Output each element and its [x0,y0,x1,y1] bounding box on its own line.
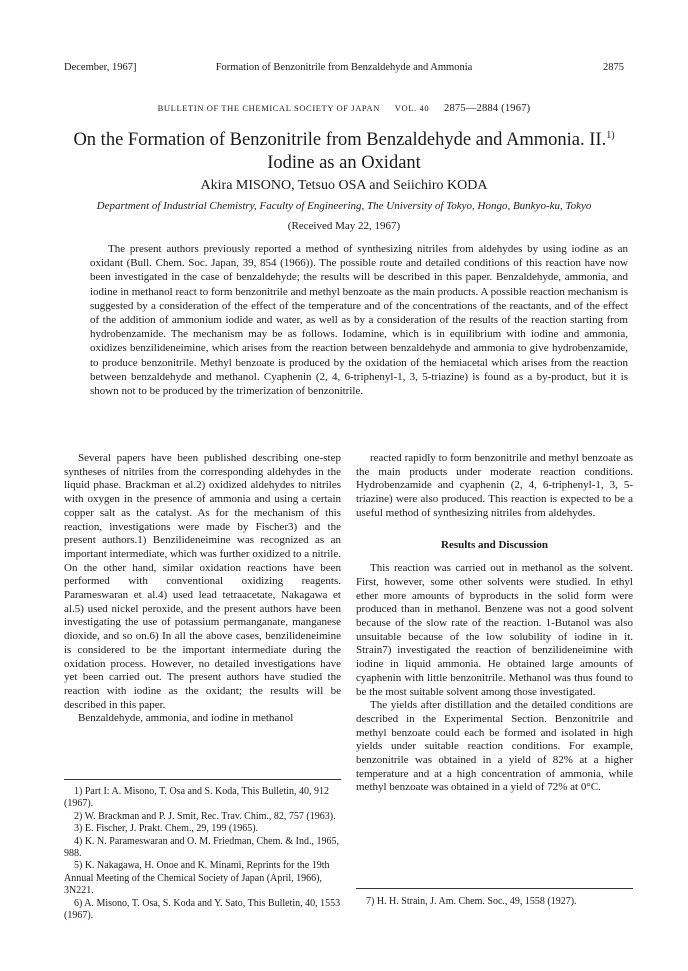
section-heading: Results and Discussion [441,538,548,551]
journal-name: BULLETIN OF THE CHEMICAL SOCIETY OF JAPAN [157,103,380,113]
footnotes-left [64,779,341,922]
footnote: 4) K. N. Parameswaran and O. M. Friedman, Chem. & Ind., 1965, 988. [64,835,339,860]
footnote: 1) Part I: A. Misono, T. Osa and S. Koda, This Bulletin, 40, 912 (1967). [64,786,329,810]
journal-pages: 2875—2884 (1967) [444,103,531,114]
footnote: 6) A. Misono, T. Osa, S. Koda and Y. Sato, This Bulletin, 40, 1553 (1967). [64,897,341,922]
footnote: 2) W. Brackman and P. J. Smit, Rec. Trav. Chim., 82, 757 (1963). [74,810,336,822]
abstract-text: The present authors previously reported a method of synthesizing nitriles from aldehydes by using iodine as an oxidant (Bull. Chem. Soc. Japan, 39, 854 (1966)). The possible route and detailed conditions of this reaction have now been investigated in the case of benzaldehyde; the results will be described in this paper. Benzaldehyde, ammonia, and iodine in methanol react to form benzonitrile and methyl benzoate as the main products. A possible reaction mechanism is suggested by a consideration of the effect of the temperature and of the concentrations of the reactants, and of the effect of the addition of ammonium iodide and water, as well as by a consideration of the results of the reaction starting from hydrobenzamide. The mechanism may be as follows. Iodamine, which is in equilibrium with iodine and ammonia, oxidizes benzilideneimine, which arises from the reaction between benzaldehyde and ammonia to give hydrobenzamide, to produce benzonitrile. Methyl benzoate is produced by the oxidation of the hemiacetal which arises from the reaction between benzaldehyde and methanol. Cyaphenin (2, 4, 6-triphenyl-1, 3, 5-triazine) is found as a by-product, but it is shown not to be produced by the trimerization of benzonitrile. [90,243,628,398]
running-head-title: Formation of Benzonitrile from Benzaldehyde and Ammonia [215,62,473,73]
left-column [64,452,341,726]
running-head [64,62,624,76]
body-paragraph: This reaction was carried out in methanol as the solvent. First, however, some other solvents were studied. In ethyl ether more amounts of byproducts in the solid form were produced than in methanol. Benzene was not a good solvent because of the slow rate of the reaction. 1-Butanol was also unsuitable because of the low solubility of iodine in it. Strain7) investigated the reaction of benzilideneimine with iodine in liquid ammonia. He obtained large amounts of cyaphenin with little benzonitrile. Methanol was thus found to be the most suitable solvent among those investigated. [356,562,633,698]
body-paragraph: The yields after distillation and the detailed conditions are described in the Experimental Section. Benzonitrile and methyl benzoate could each be formed and isolated in high yields under suitable reaction conditions. For example, benzonitrile was obtained in a yield of 82% at a higher temperature and at a high concentration of ammonia, while methyl benzoate was obtained in a yield of 72% at 0°C. [356,699,633,794]
journal-line [0,103,688,114]
page-number: 2875 [603,62,624,73]
received-date: (Received May 22, 1967) [287,220,401,232]
title-line-1: On the Formation of Benzonitrile from Benzaldehyde and Ammonia. II. [73,130,607,151]
journal-volume: VOL. 40 [394,103,430,113]
body-paragraph: reacted rapidly to form benzonitrile and methyl benzoate as the main products under moderate reaction conditions. Hydrobenzamide and cyaphenin (2, 4, 6-triphenyl-1, 3, 5-triazine) were also produced. This reaction is expected to be a useful method of synthesizing nitriles from aldehydes. [356,452,633,519]
title-footnote-mark: 1) [606,130,615,141]
footnote: 5) K. Nakagawa, H. Onoe and K. Minami, Reprints for the 19th Annual Meeting of the Chemical Society of Japan (April, 1966), 3N221. [64,860,330,897]
right-column [356,452,633,795]
article-title [40,124,648,175]
abstract [90,242,628,398]
footnote-right [356,888,633,907]
body-paragraph: Benzaldehyde, ammonia, and iodine in methanol [78,712,294,725]
authors: Akira MISONO, Tetsuo OSA and Seiichiro KODA [200,178,488,193]
footnote: 3) E. Fischer, J. Prakt. Chem., 29, 199 (1965). [74,823,259,835]
title-line-2: Iodine as an Oxidant [267,153,421,174]
affiliation: Department of Industrial Chemistry, Faculty of Engineering, The University of Tokyo, Hongo, Bunkyo-ku, Tokyo [96,200,592,212]
running-head-date: December, 1967] [64,62,137,73]
footnote: 7) H. H. Strain, J. Am. Chem. Soc., 49, 1558 (1927). [366,896,577,907]
body-paragraph: Several papers have been published describing one-step syntheses of nitriles from the corresponding aldehydes in the liquid phase. Brackman et al.2) oxidized aldehydes to nitriles with oxygen in the presence of ammonia and using a certain copper salt as the catalyst. As for the mechanism of this reaction, investigations were made by Fischer3) and the present authors.1) Benzilideneimine was recognized as an important intermediate, which was further oxidized to a nitrile. On the other hand, similar oxidation reactions have been performed with conventional oxidizing reagents. Parameswaran et al.4) used lead tetraacetate, Nakagawa et al.5) used nickel peroxide, and the present authors have been investigating the use of potassium permanganate, manganese dioxide, and so on.6) In all the above cases, benzilideneimine is considered to be the important intermediate during the oxidation process. However, no detailed investigations have yet been carried out. The present authors have studied the reaction with iodine as the oxidant; the results will be described in this paper. [64,452,341,711]
